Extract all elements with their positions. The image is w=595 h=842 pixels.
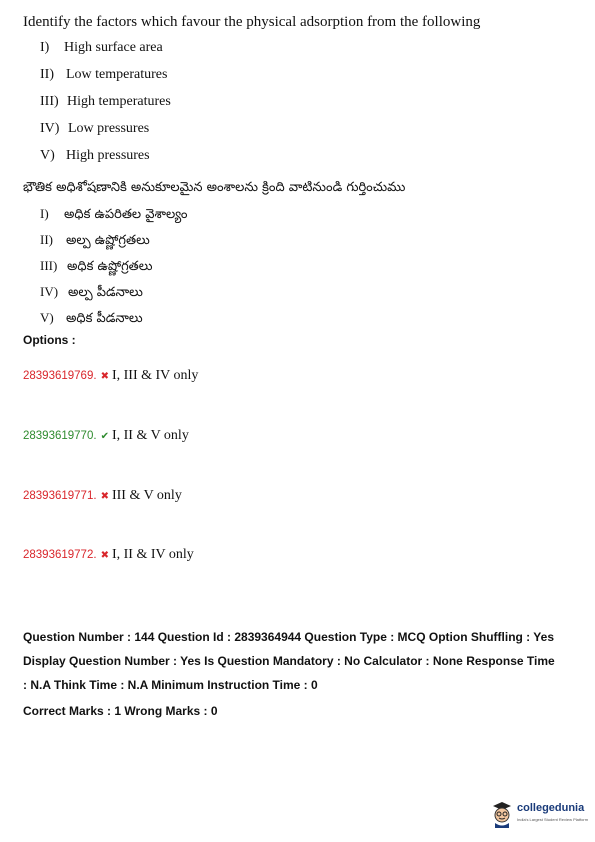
option-id: 28393619772. <box>23 549 97 561</box>
option-id: 28393619771. <box>23 490 97 502</box>
list-item: I) అధిక ఉపరితల వైశాల్యం <box>40 206 188 222</box>
cross-icon: ✖ <box>100 550 109 561</box>
option-text: I, II & V only <box>111 428 189 443</box>
option-3[interactable] <box>23 486 182 504</box>
list-item: V) అధిక పీడనాలు <box>40 310 143 326</box>
list-item: IV) Low pressures <box>40 121 150 136</box>
meta-line-3: : N.A Think Time : N.A Minimum Instruction Time : 0 <box>23 678 318 692</box>
option-text: I, III & IV only <box>111 368 199 383</box>
list-item: V) High pressures <box>40 148 150 163</box>
student-mascot-icon <box>490 800 514 828</box>
list-item: III) High temperatures <box>40 94 171 109</box>
option-text: III & V only <box>111 488 182 503</box>
list-item: IV) అల్ప పీడనాలు <box>40 284 143 300</box>
collegedunia-logo <box>490 800 590 830</box>
logo-tagline: India's Largest Student Review Platform <box>517 817 589 822</box>
list-item: II) అల్ప ఉష్ణోగ్రతలు <box>40 232 150 248</box>
logo-brand: collegedunia <box>517 802 585 814</box>
list-item: III) అధిక ఉష్ణోగ్రతలు <box>40 258 153 274</box>
meta-line-4: Correct Marks : 1 Wrong Marks : 0 <box>23 704 218 718</box>
list-item: II) Low temperatures <box>40 67 168 82</box>
option-2[interactable] <box>23 426 189 444</box>
option-1[interactable] <box>23 366 198 384</box>
cross-icon: ✖ <box>100 491 109 502</box>
question-en: Identify the factors which favour the physical adsorption from the following <box>23 14 481 30</box>
question-te: భౌతిక అధిశోషణానికి అనుకూలమైన అంశాలను క్రింది వాటినుండి గుర్తించుము <box>23 180 406 195</box>
options-label: Options : <box>23 333 76 347</box>
option-text: I, II & IV only <box>111 547 194 562</box>
check-icon: ✔ <box>100 431 109 442</box>
option-4[interactable] <box>23 545 194 563</box>
meta-line-2: Display Question Number : Yes Is Question Mandatory : No Calculator : None Response Time <box>23 654 555 668</box>
option-id: 28393619770. <box>23 430 97 442</box>
list-item: I) High surface area <box>40 40 163 55</box>
option-id: 28393619769. <box>23 370 97 382</box>
cross-icon: ✖ <box>100 371 109 382</box>
meta-line-1: Question Number : 144 Question Id : 2839364944 Question Type : MCQ Option Shuffling : Yes <box>23 630 554 644</box>
